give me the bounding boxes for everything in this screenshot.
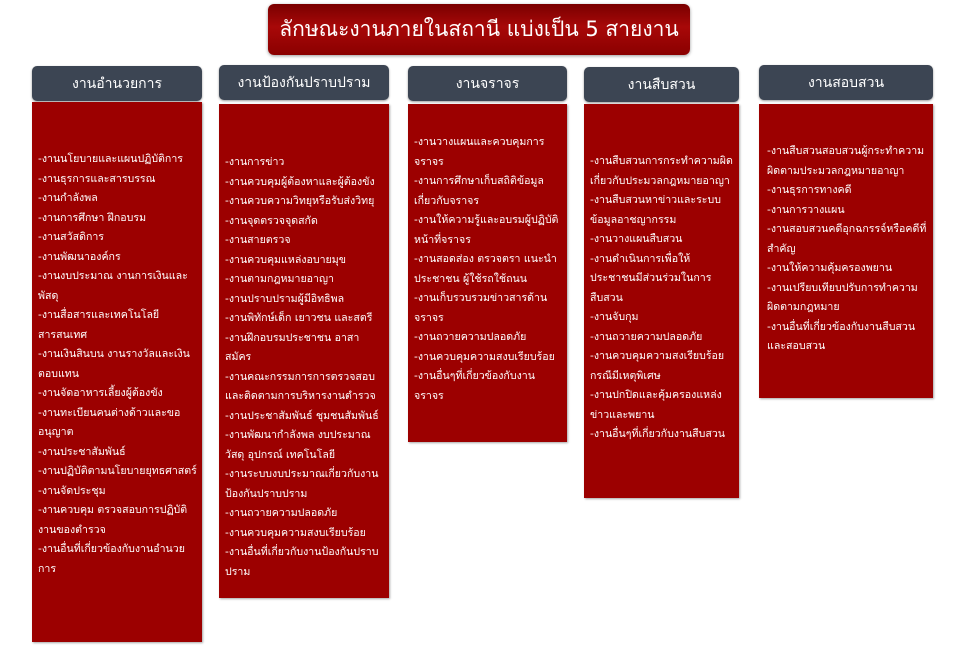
list-item: -งานตามกฎหมายอาญา [225,273,334,285]
list-item: -งานถวายความปลอดภัย [590,330,703,343]
list-item: -งานระบบงบประมาณเกี่ยวกับงานป้องกันปราบปราม [225,468,379,500]
list-item: -งานพัฒนากำลังพล งบประมาณ วัสดุ อุปกรณ์ เทคโนโลยี [225,429,371,461]
list-item: -งานควบคุมความสงบเรียบร้อย [225,526,366,539]
list-item: -งานคณะกรรมการการตรวจสอบและติดตามการบริหารงานตำรวจ [225,370,376,402]
list-item: -งานจุดตรวจจุดสกัด [225,214,318,227]
list-item: -งานการวางแผน [767,203,845,216]
column-body [219,104,389,598]
list-item: -งานพัฒนาองค์กร [38,250,121,263]
list-item: -งานดำเนินการเพื่อให้ประชาชนมีส่วนร่วมในการสืบสวน [590,252,712,304]
list-item: -งานเปรียบเทียบปรับการทำความผิดตามกฎหมาย [767,281,918,313]
list-item: -งานทะเบียนคนต่างด้าวและขออนุญาต [38,406,181,438]
list-item: -งานนโยบายและแผนปฏิบัติการ [38,153,183,165]
list-item: -งานควบคุมผู้ต้องหาและผู้ต้องขัง [225,175,375,188]
list-item: -งานสืบสวนสอบสวนผู้กระทำความผิดตามประมวลกฎหมายอาญา [767,145,925,177]
list-item: -งานถวายความปลอดภัย [225,507,338,519]
column-body [759,104,933,398]
list-item: -งานควบคุมแหล่งอบายมุข [225,253,346,266]
diagram-title: ลักษณะงานภายในสถานี แบ่งเป็น 5 สายงาน [268,4,690,55]
list-item: -งานการศึกษา ฝึกอบรม [38,211,147,224]
list-item: -งานเก็บรวบรวมข่าวสารด้านจราจร [414,292,548,324]
list-item: -งานจับกุม [590,311,639,323]
list-item: -งานการข่าว [225,156,285,168]
column-header: งานสอบสวน [759,65,933,100]
list-item: -งานธุรการทางคดี [767,184,852,196]
list-item: -งานควบคุมความสงบเรียบร้อย [414,350,555,363]
list-item: -งานประชาสัมพันธ์ [38,445,126,458]
list-item: -งานอื่นที่เกี่ยวข้องกับงานอำนวยการ [38,543,185,575]
column-body [408,104,567,442]
list-item: -งานงบประมาณ งานการเงินและพัสดุ [38,270,188,302]
column-body [584,104,739,498]
list-item: -งานปราบปรามผู้มีอิทธิพล [225,292,345,305]
list-item: -งานให้ความคุ้มครองพยาน [767,262,893,274]
list-item: -งานสืบสวนการกระทำความผิดเกี่ยวกับประมวลกฎหมายอาญา [590,155,733,187]
list-item: -งานสายตรวจ [225,234,291,246]
list-item: -งานสวัสดิการ [38,231,104,243]
list-item: -งานวางแผนสืบสวน [590,233,683,245]
list-item: -งานปกปิดและคุ้มครองแหล่งข่าวและพยาน [590,389,722,421]
list-item: -งานวางแผนและควบคุมการจราจร [414,136,545,168]
list-item: -งานอื่นที่เกี่ยวข้องกับงานสืบสวนและสอบสวน [767,320,916,352]
list-item: -งานฝึกอบรมประชาชน อาสาสมัคร [225,331,360,363]
list-item: -งานเงินสินบน งานรางวัลและเงินตอบแทน [38,348,190,380]
column-body [32,102,202,642]
list-item: -งานสืบสวนหาข่าวและระบบข้อมูลอาชญากรรม [590,194,721,226]
list-item: -งานสอดส่อง ตรวจตรา แนะนำประชาชน ผู้ใช้รถใช้ถนน [414,253,557,285]
column-header: งานจราจร [408,66,567,101]
list-item: -งานสื่อสารและเทคโนโลยีสารสนเทศ [38,309,160,341]
list-item: -งานปฏิบัติตามนโยบายยุทธศาสตร์ [38,465,197,477]
column-header: งานอำนวยการ [32,66,202,101]
list-item: -งานให้ความรู้และอบรมผู้ปฏิบัติหน้าที่จราจร [414,214,559,246]
column-header: งานสืบสวน [584,67,739,102]
list-item: -งานสอบสวนคดีอุกฉกรรจ์หรือคดีที่สำคัญ [767,223,927,255]
list-item: -งานจัดประชุม [38,484,106,497]
list-item: -งานการศึกษาเก็บสถิติข้อมูลเกี่ยวกับจราจร [414,175,544,207]
list-item: -งานอื่นที่เกี่ยวกับงานป้องกันปราบปราม [225,546,379,578]
list-item: -งานถวายความปลอดภัย [414,331,527,343]
list-item: -งานอื่นๆที่เกี่ยวข้องกับงานจราจร [414,370,535,402]
list-item: -งานอื่นๆที่เกี่ยวกับงานสืบสวน [590,428,726,440]
list-item: -งานพิทักษ์เด็ก เยาวชน และสตรี [225,312,373,324]
list-item: -งานธุรการและสารบรรณ [38,172,156,185]
list-item: -งานควบคุม ตรวจสอบการปฏิบัติงานของตำรวจ [38,504,188,536]
column-header: งานป้องกันปราบปราม [219,65,389,100]
list-item: -งานประชาสัมพันธ์ ชุมชนสัมพันธ์ [225,409,379,422]
list-item: -งานควบคุมความสงเรียบร้อยกรณีมีเหตุพิเศษ [590,350,725,382]
list-item: -งานจัดอาหารเลี้ยงผู้ต้องขัง [38,387,163,399]
list-item: -งานกำลังพล [38,192,98,204]
list-item: -งานควบความวิทยุหรือรับส่งวิทยุ [225,195,375,207]
